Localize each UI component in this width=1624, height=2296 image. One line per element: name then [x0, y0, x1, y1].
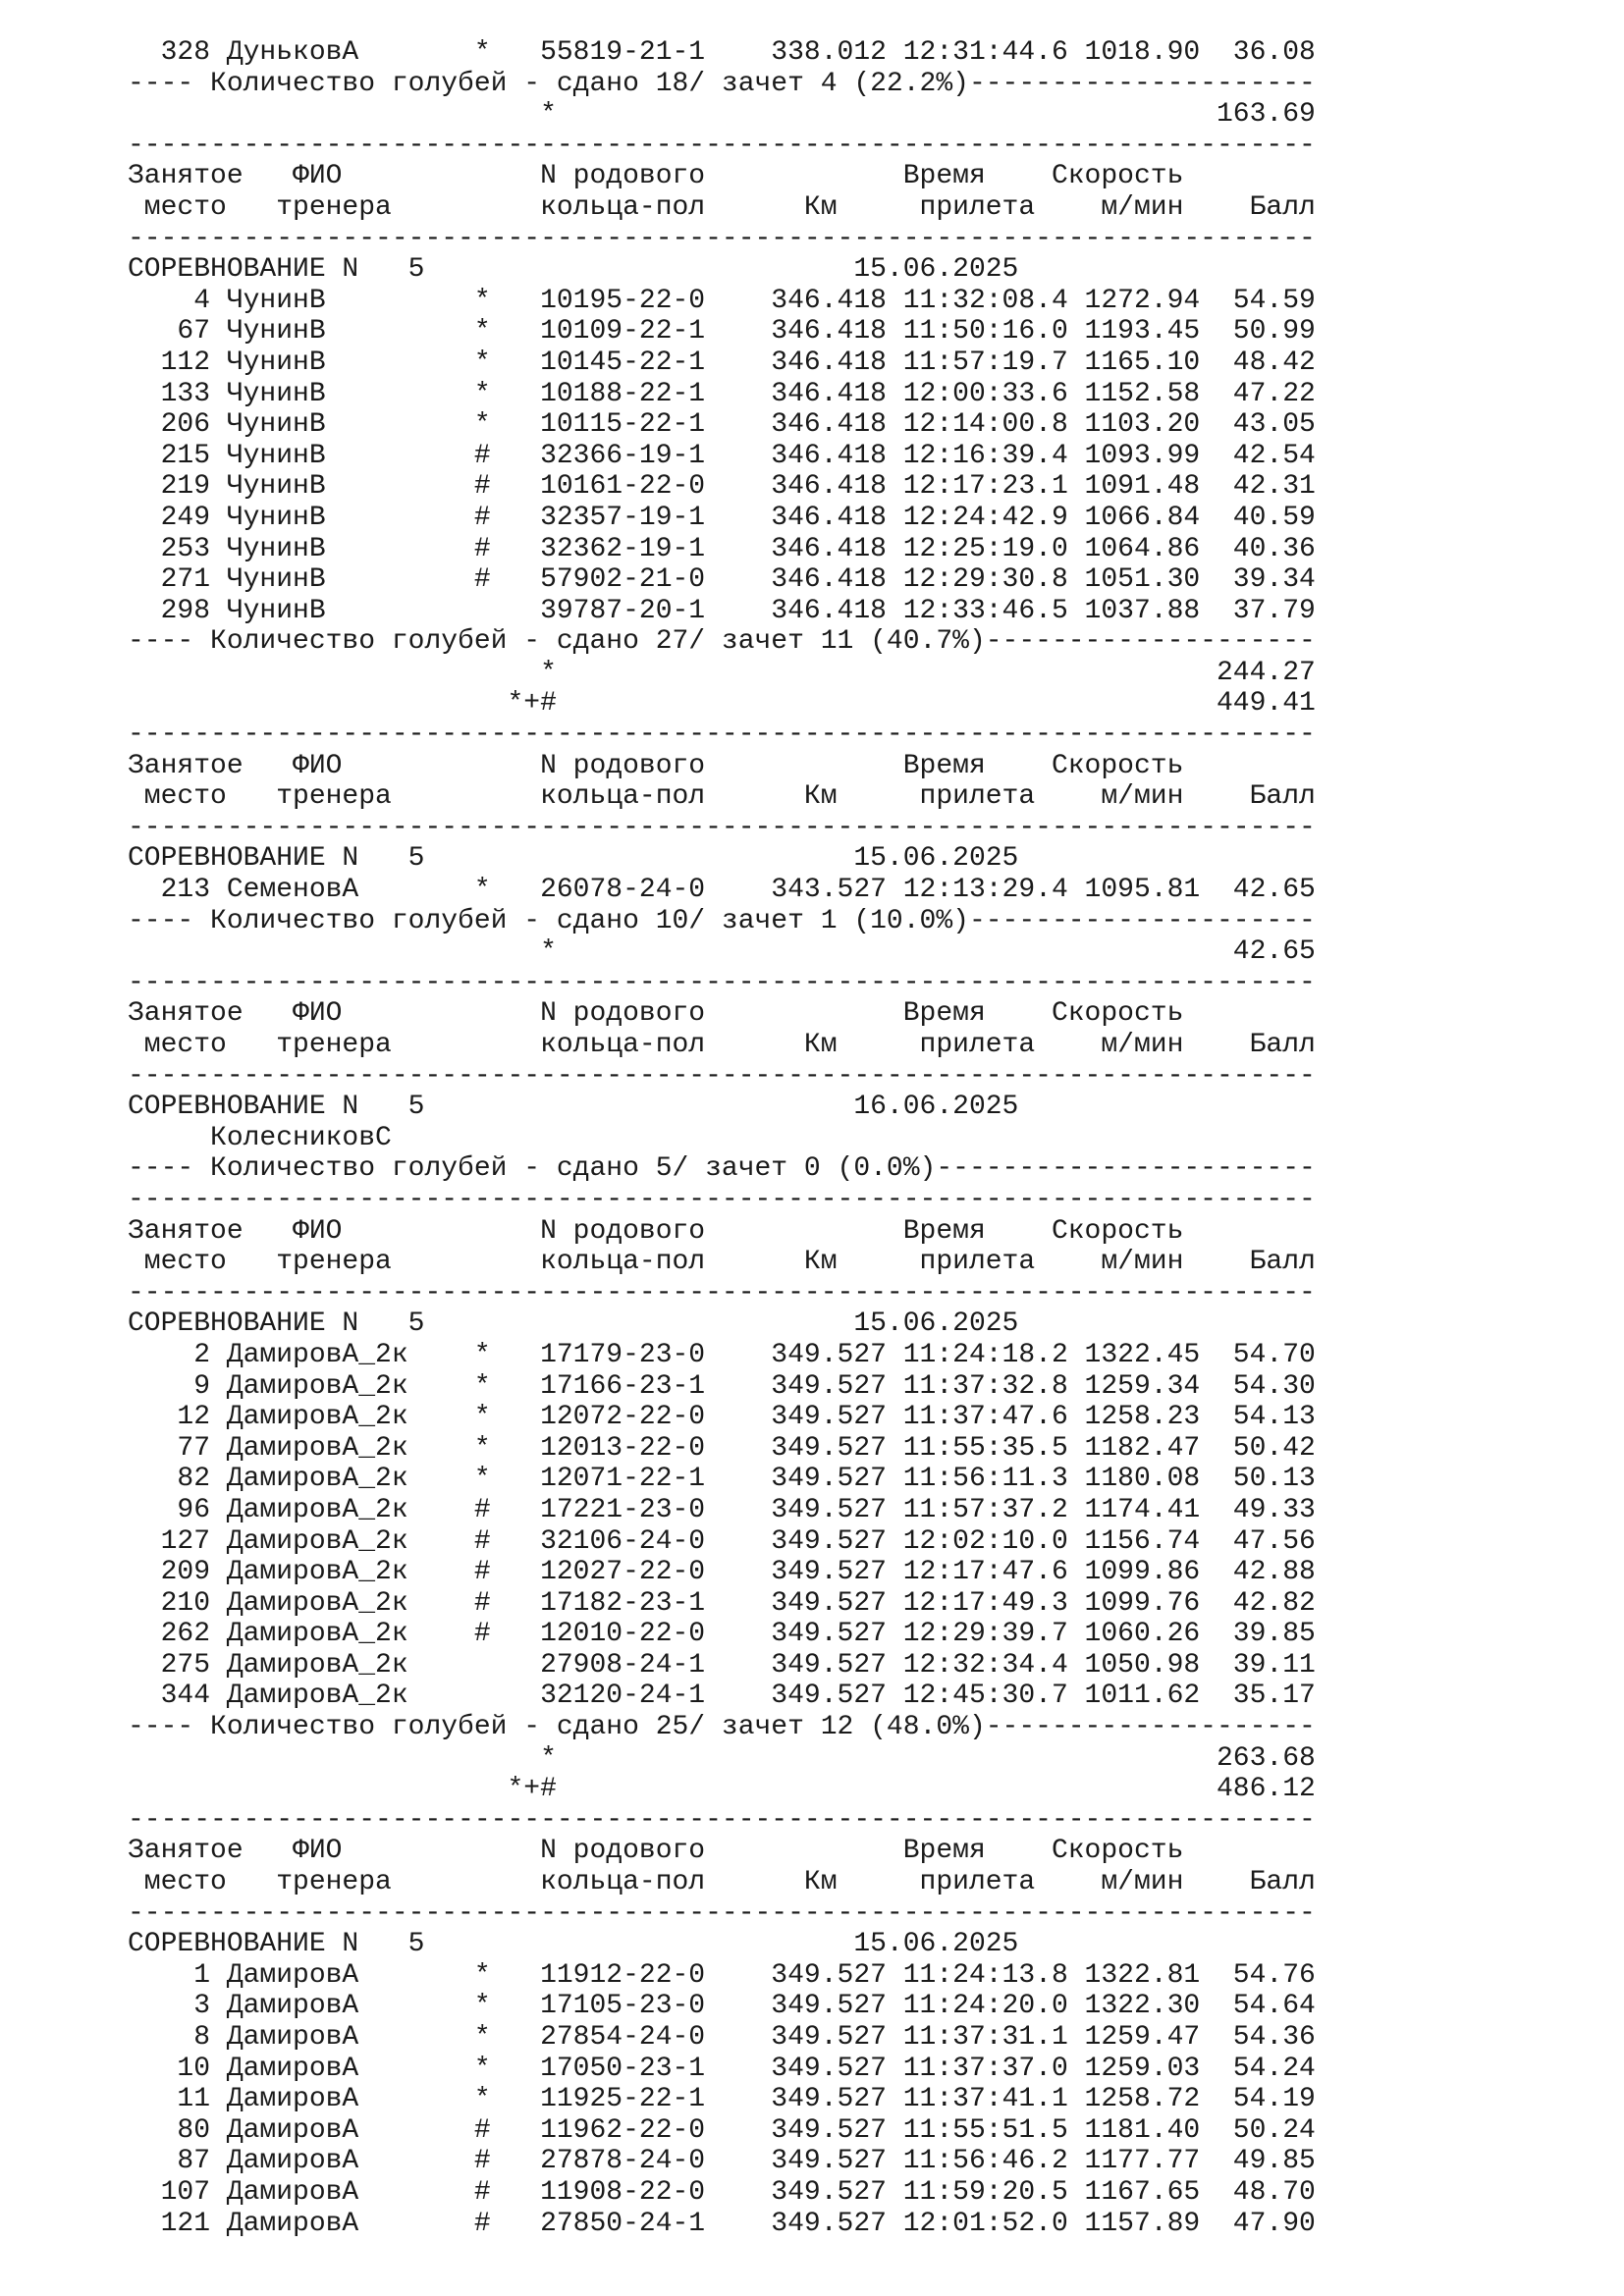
- competition-header-line: СОРЕВНОВАНИЕ N 5 15.06.2025: [128, 254, 1019, 286]
- summary-line: ---- Количество голубей - сдано 5/ зачет 0 (0.0%)-----------------------: [128, 1153, 1316, 1185]
- result-row: 3 ДамировА * 17105-23-0 349.527 11:24:20.0 1322.30 54.64: [128, 1991, 1316, 2022]
- result-row: 219 ЧунинВ # 10161-22-0 346.418 12:17:23.1 1091.48 42.31: [128, 471, 1316, 503]
- column-header-line: место тренера кольца-пол Км прилета м/мин Балл: [128, 1030, 1316, 1060]
- column-header-line: Занятое ФИО N родового Время Скорость: [128, 750, 1184, 781]
- result-row: 249 ЧунинВ # 32357-19-1 346.418 12:24:42.9 1066.84 40.59: [128, 502, 1316, 533]
- summary-line: ---- Количество голубей - сдано 10/ зачет 1 (10.0%)---------------------: [128, 905, 1316, 936]
- column-header-line: Занятое ФИО N родового Время Скорость: [128, 998, 1184, 1030]
- result-row: 82 ДамировА_2к * 12071-22-1 349.527 11:56:11.3 1180.08 50.13: [128, 1464, 1316, 1495]
- competition-header-line: СОРЕВНОВАНИЕ N 5 15.06.2025: [128, 1929, 1019, 1960]
- competition-header-line: СОРЕВНОВАНИЕ N 5 15.06.2025: [128, 1308, 1019, 1340]
- results-report: [128, 37, 1316, 2239]
- column-header-line: место тренера кольца-пол Км прилета м/мин Балл: [128, 191, 1316, 223]
- competition-header-line: СОРЕВНОВАНИЕ N 5 15.06.2025: [128, 843, 1019, 875]
- separator-line: ------------------------------------------------------------------------: [128, 130, 1316, 161]
- result-row: 4 ЧунинВ * 10195-22-0 346.418 11:32:08.4 1272.94 54.59: [128, 285, 1316, 316]
- result-row: 12 ДамировА_2к * 12072-22-0 349.527 11:37:47.6 1258.23 54.13: [128, 1402, 1316, 1433]
- result-row: 107 ДамировА # 11908-22-0 349.527 11:59:20.5 1167.65 48.70: [128, 2176, 1316, 2208]
- result-row: 213 СеменовА * 26078-24-0 343.527 12:13:29.4 1095.81 42.65: [128, 875, 1316, 906]
- result-row: 10 ДамировА * 17050-23-1 349.527 11:37:37.0 1259.03 54.24: [128, 2053, 1316, 2084]
- result-row: 80 ДамировА # 11962-22-0 349.527 11:55:51.5 1181.40 50.24: [128, 2114, 1316, 2146]
- column-header-line: место тренера кольца-пол Км прилета м/мин Балл: [128, 781, 1316, 813]
- trainer-line: КолесниковС: [128, 1122, 392, 1153]
- competition-header-line: СОРЕВНОВАНИЕ N 5 16.06.2025: [128, 1092, 1019, 1123]
- result-row: 275 ДамировА_2к 27908-24-1 349.527 12:32:34.4 1050.98 39.11: [128, 1649, 1316, 1681]
- result-row: 77 ДамировА_2к * 12013-22-0 349.527 11:55:35.5 1182.47 50.42: [128, 1432, 1316, 1464]
- summary-line: ---- Количество голубей - сдано 27/ зачет 11 (40.7%)--------------------: [128, 626, 1316, 658]
- result-row: 127 ДамировА_2к # 32106-24-0 349.527 12:02:10.0 1156.74 47.56: [128, 1525, 1316, 1557]
- separator-line: ------------------------------------------------------------------------: [128, 1897, 1316, 1929]
- column-header-line: место тренера кольца-пол Км прилета м/мин Балл: [128, 1247, 1316, 1278]
- result-row: 206 ЧунинВ * 10115-22-1 346.418 12:14:00.8 1103.20 43.05: [128, 409, 1316, 441]
- summary-line: ---- Количество голубей - сдано 25/ зачет 12 (48.0%)--------------------: [128, 1712, 1316, 1743]
- result-row: 1 ДамировА * 11912-22-0 349.527 11:24:13.8 1322.81 54.76: [128, 1959, 1316, 1991]
- separator-line: ------------------------------------------------------------------------: [128, 1184, 1316, 1215]
- column-header-line: Занятое ФИО N родового Время Скорость: [128, 161, 1184, 192]
- result-row: 133 ЧунинВ * 10188-22-1 346.418 12:00:33.6 1152.58 47.22: [128, 378, 1316, 409]
- result-row: 112 ЧунинВ * 10145-22-1 346.418 11:57:19.7 1165.10 48.42: [128, 347, 1316, 378]
- separator-line: ------------------------------------------------------------------------: [128, 812, 1316, 843]
- result-row: 121 ДамировА # 27850-24-1 349.527 12:01:52.0 1157.89 47.90: [128, 2208, 1316, 2239]
- separator-line: ------------------------------------------------------------------------: [128, 720, 1316, 751]
- result-row: 210 ДамировА_2к # 17182-23-1 349.527 12:17:49.3 1099.76 42.82: [128, 1587, 1316, 1619]
- result-row: 328 ДуньковА * 55819-21-1 338.012 12:31:44.6 1018.90 36.08: [128, 37, 1316, 68]
- summary-line: ---- Количество голубей - сдано 18/ зачет 4 (22.2%)---------------------: [128, 68, 1316, 99]
- result-row: 298 ЧунинВ 39787-20-1 346.418 12:33:46.5 1037.88 37.79: [128, 595, 1316, 626]
- result-row: 9 ДамировА_2к * 17166-23-1 349.527 11:37:32.8 1259.34 54.30: [128, 1370, 1316, 1402]
- result-row: 8 ДамировА * 27854-24-0 349.527 11:37:31.1 1259.47 54.36: [128, 2022, 1316, 2053]
- result-row: 253 ЧунинВ # 32362-19-1 346.418 12:25:19.0 1064.86 40.36: [128, 533, 1316, 564]
- column-header-line: Занятое ФИО N родового Время Скорость: [128, 1836, 1184, 1867]
- result-row: 344 ДамировА_2к 32120-24-1 349.527 12:45:30.7 1011.62 35.17: [128, 1681, 1316, 1712]
- column-header-line: место тренера кольца-пол Км прилета м/мин Балл: [128, 1867, 1316, 1898]
- subtotal-line: * 244.27: [128, 657, 1316, 688]
- subtotal-line: * 263.68: [128, 1742, 1316, 1774]
- column-header-line: Занятое ФИО N родового Время Скорость: [128, 1215, 1184, 1247]
- result-row: 96 ДамировА_2к # 17221-23-0 349.527 11:57:37.2 1174.41 49.33: [128, 1494, 1316, 1525]
- result-row: 209 ДамировА_2к # 12027-22-0 349.527 12:17:47.6 1099.86 42.88: [128, 1557, 1316, 1588]
- subtotal-line: * 42.65: [128, 936, 1316, 968]
- result-row: 215 ЧунинВ # 32366-19-1 346.418 12:16:39.4 1093.99 42.54: [128, 440, 1316, 471]
- subtotal-line: *+# 486.12: [128, 1774, 1316, 1805]
- result-row: 262 ДамировА_2к # 12010-22-0 349.527 12:29:39.7 1060.26 39.85: [128, 1619, 1316, 1650]
- result-row: 67 ЧунинВ * 10109-22-1 346.418 11:50:16.0 1193.45 50.99: [128, 316, 1316, 347]
- result-row: 271 ЧунинВ # 57902-21-0 346.418 12:29:30.8 1051.30 39.34: [128, 564, 1316, 596]
- separator-line: ------------------------------------------------------------------------: [128, 1804, 1316, 1836]
- separator-line: ------------------------------------------------------------------------: [128, 1060, 1316, 1092]
- separator-line: ------------------------------------------------------------------------: [128, 223, 1316, 254]
- result-row: 87 ДамировА # 27878-24-0 349.527 11:56:46.2 1177.77 49.85: [128, 2146, 1316, 2177]
- result-row: 11 ДамировА * 11925-22-1 349.527 11:37:41.1 1258.72 54.19: [128, 2084, 1316, 2115]
- subtotal-line: *+# 449.41: [128, 688, 1316, 720]
- result-row: 2 ДамировА_2к * 17179-23-0 349.527 11:24:18.2 1322.45 54.70: [128, 1339, 1316, 1370]
- separator-line: ------------------------------------------------------------------------: [128, 1277, 1316, 1308]
- separator-line: ------------------------------------------------------------------------: [128, 967, 1316, 998]
- subtotal-line: * 163.69: [128, 99, 1316, 131]
